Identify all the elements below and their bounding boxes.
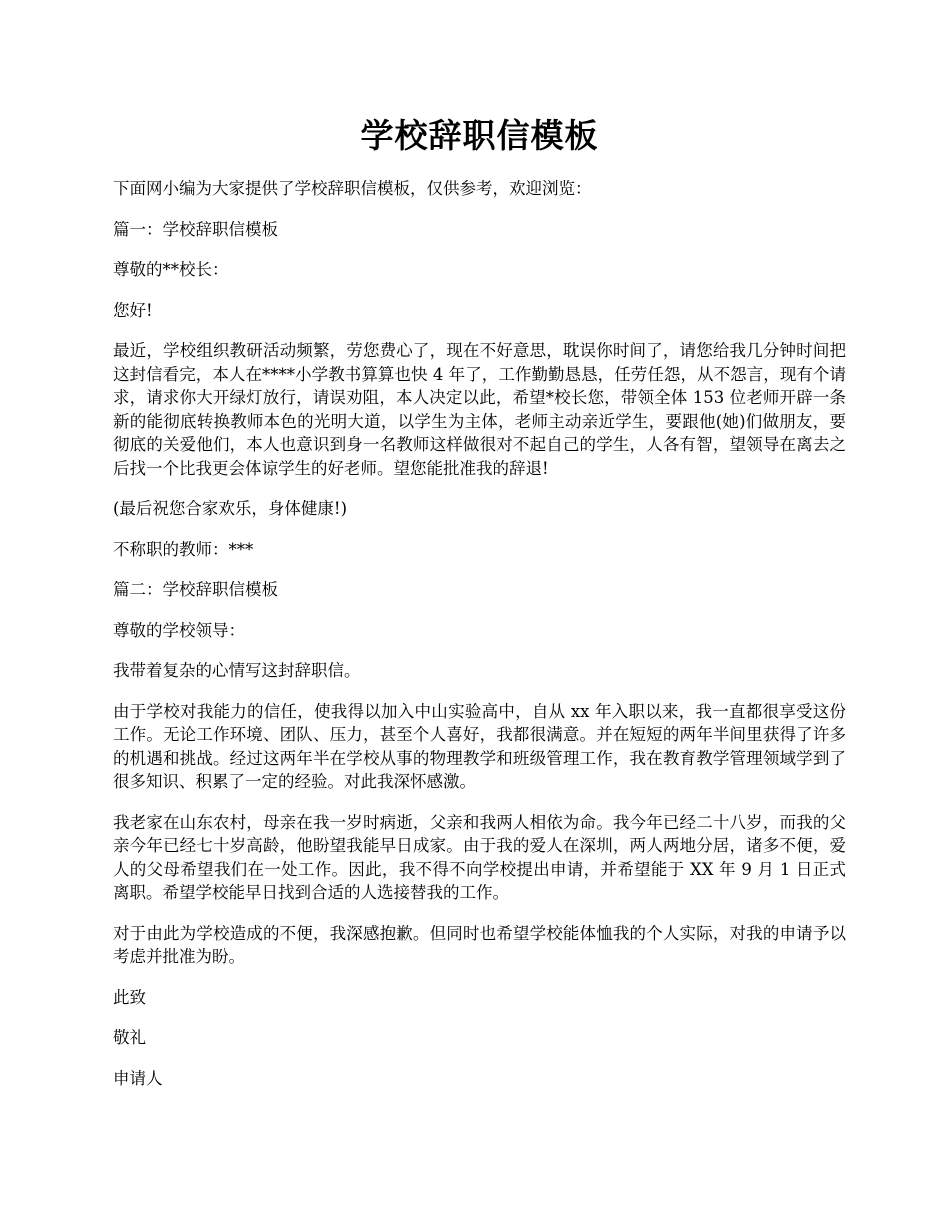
salutation-principal: 尊敬的**校长： xyxy=(113,260,229,279)
closing-cizhi: 此致 xyxy=(113,987,146,1007)
closing-jingli: 敬礼 xyxy=(113,1028,146,1047)
section-heading-two: 篇二：学校辞职信模板 xyxy=(113,580,278,599)
closing-wish: (最后祝您合家欢乐，身体健康!) xyxy=(113,499,348,518)
document-body xyxy=(113,177,846,1090)
letter-two-opening: 我带着复杂的心情写这封辞职信。 xyxy=(113,661,361,680)
letter-two-body-3: 对于由此为学校造成的不便，我深感抱歉。但同时也希望学校能体恤我的个人实际，对我的申请予以考虑并批准为盼。 xyxy=(113,923,846,966)
letter-two-body-2: 我老家在山东农村，母亲在我一岁时病逝，父亲和我两人相依为命。我今年已经二十八岁，而我的父亲今年已经七十岁高龄，他盼望我能早日成家。由于我的爱人在深圳，两人两地分居，诸多不便，爱人的父母希望我们在一处工作。因此，我不得不向学校提出申请，并希望能于 XX 年 9 月 1 日正式离职。希望学校能早日找到合适的人选接替我的工作。 xyxy=(113,812,846,902)
signature-teacher: 不称职的教师：*** xyxy=(113,539,254,559)
signature-applicant: 申请人 xyxy=(113,1068,163,1088)
paragraph-intro: 下面网小编为大家提供了学校辞职信模板，仅供参考，欢迎浏览： xyxy=(113,179,592,198)
section-heading-one: 篇一：学校辞职信模板 xyxy=(113,219,278,239)
document-title: 学校辞职信模板 xyxy=(360,116,599,155)
salutation-leaders: 尊敬的学校领导： xyxy=(113,620,245,640)
letter-one-body: 最近，学校组织教研活动频繁，劳您费心了，现在不好意思，耽误你时间了，请您给我几分钟时间把这封信看完，本人在****小学教书算算也快 4 年了，工作勤勤恳恳，任劳任怨，从不怨言，现有个请求，请求你大开绿灯放行，请误劝阻，本人决定以此，希望*校长您，带领全体 153 位老师开辟一条新的能彻底转换教师本色的光明大道，以学生为主体，老师主动亲近学生，要跟他(她)们做朋友，要彻底的关爱他们，本人也意识到身一名教师这样做很对不起自己的学生，人各有智，望领导在离去之后找一个比我更会体谅学生的好老师。望您能批准我的辞退! xyxy=(113,341,846,478)
greeting: 您好! xyxy=(113,300,153,320)
letter-two-body-1: 由于学校对我能力的信任，使我得以加入中山实验高中，自从 xx 年入职以来，我一直都很享受这份工作。无论工作环境、团队、压力，甚至个人喜好，我都很满意。并在短短的两年半间里获得了许多的机遇和挑战。经过这两年半在学校从事的物理教学和班级管理工作，我在教育教学管理领域学到了很多知识、积累了一定的经验。对此我深怀感激。 xyxy=(113,701,846,791)
